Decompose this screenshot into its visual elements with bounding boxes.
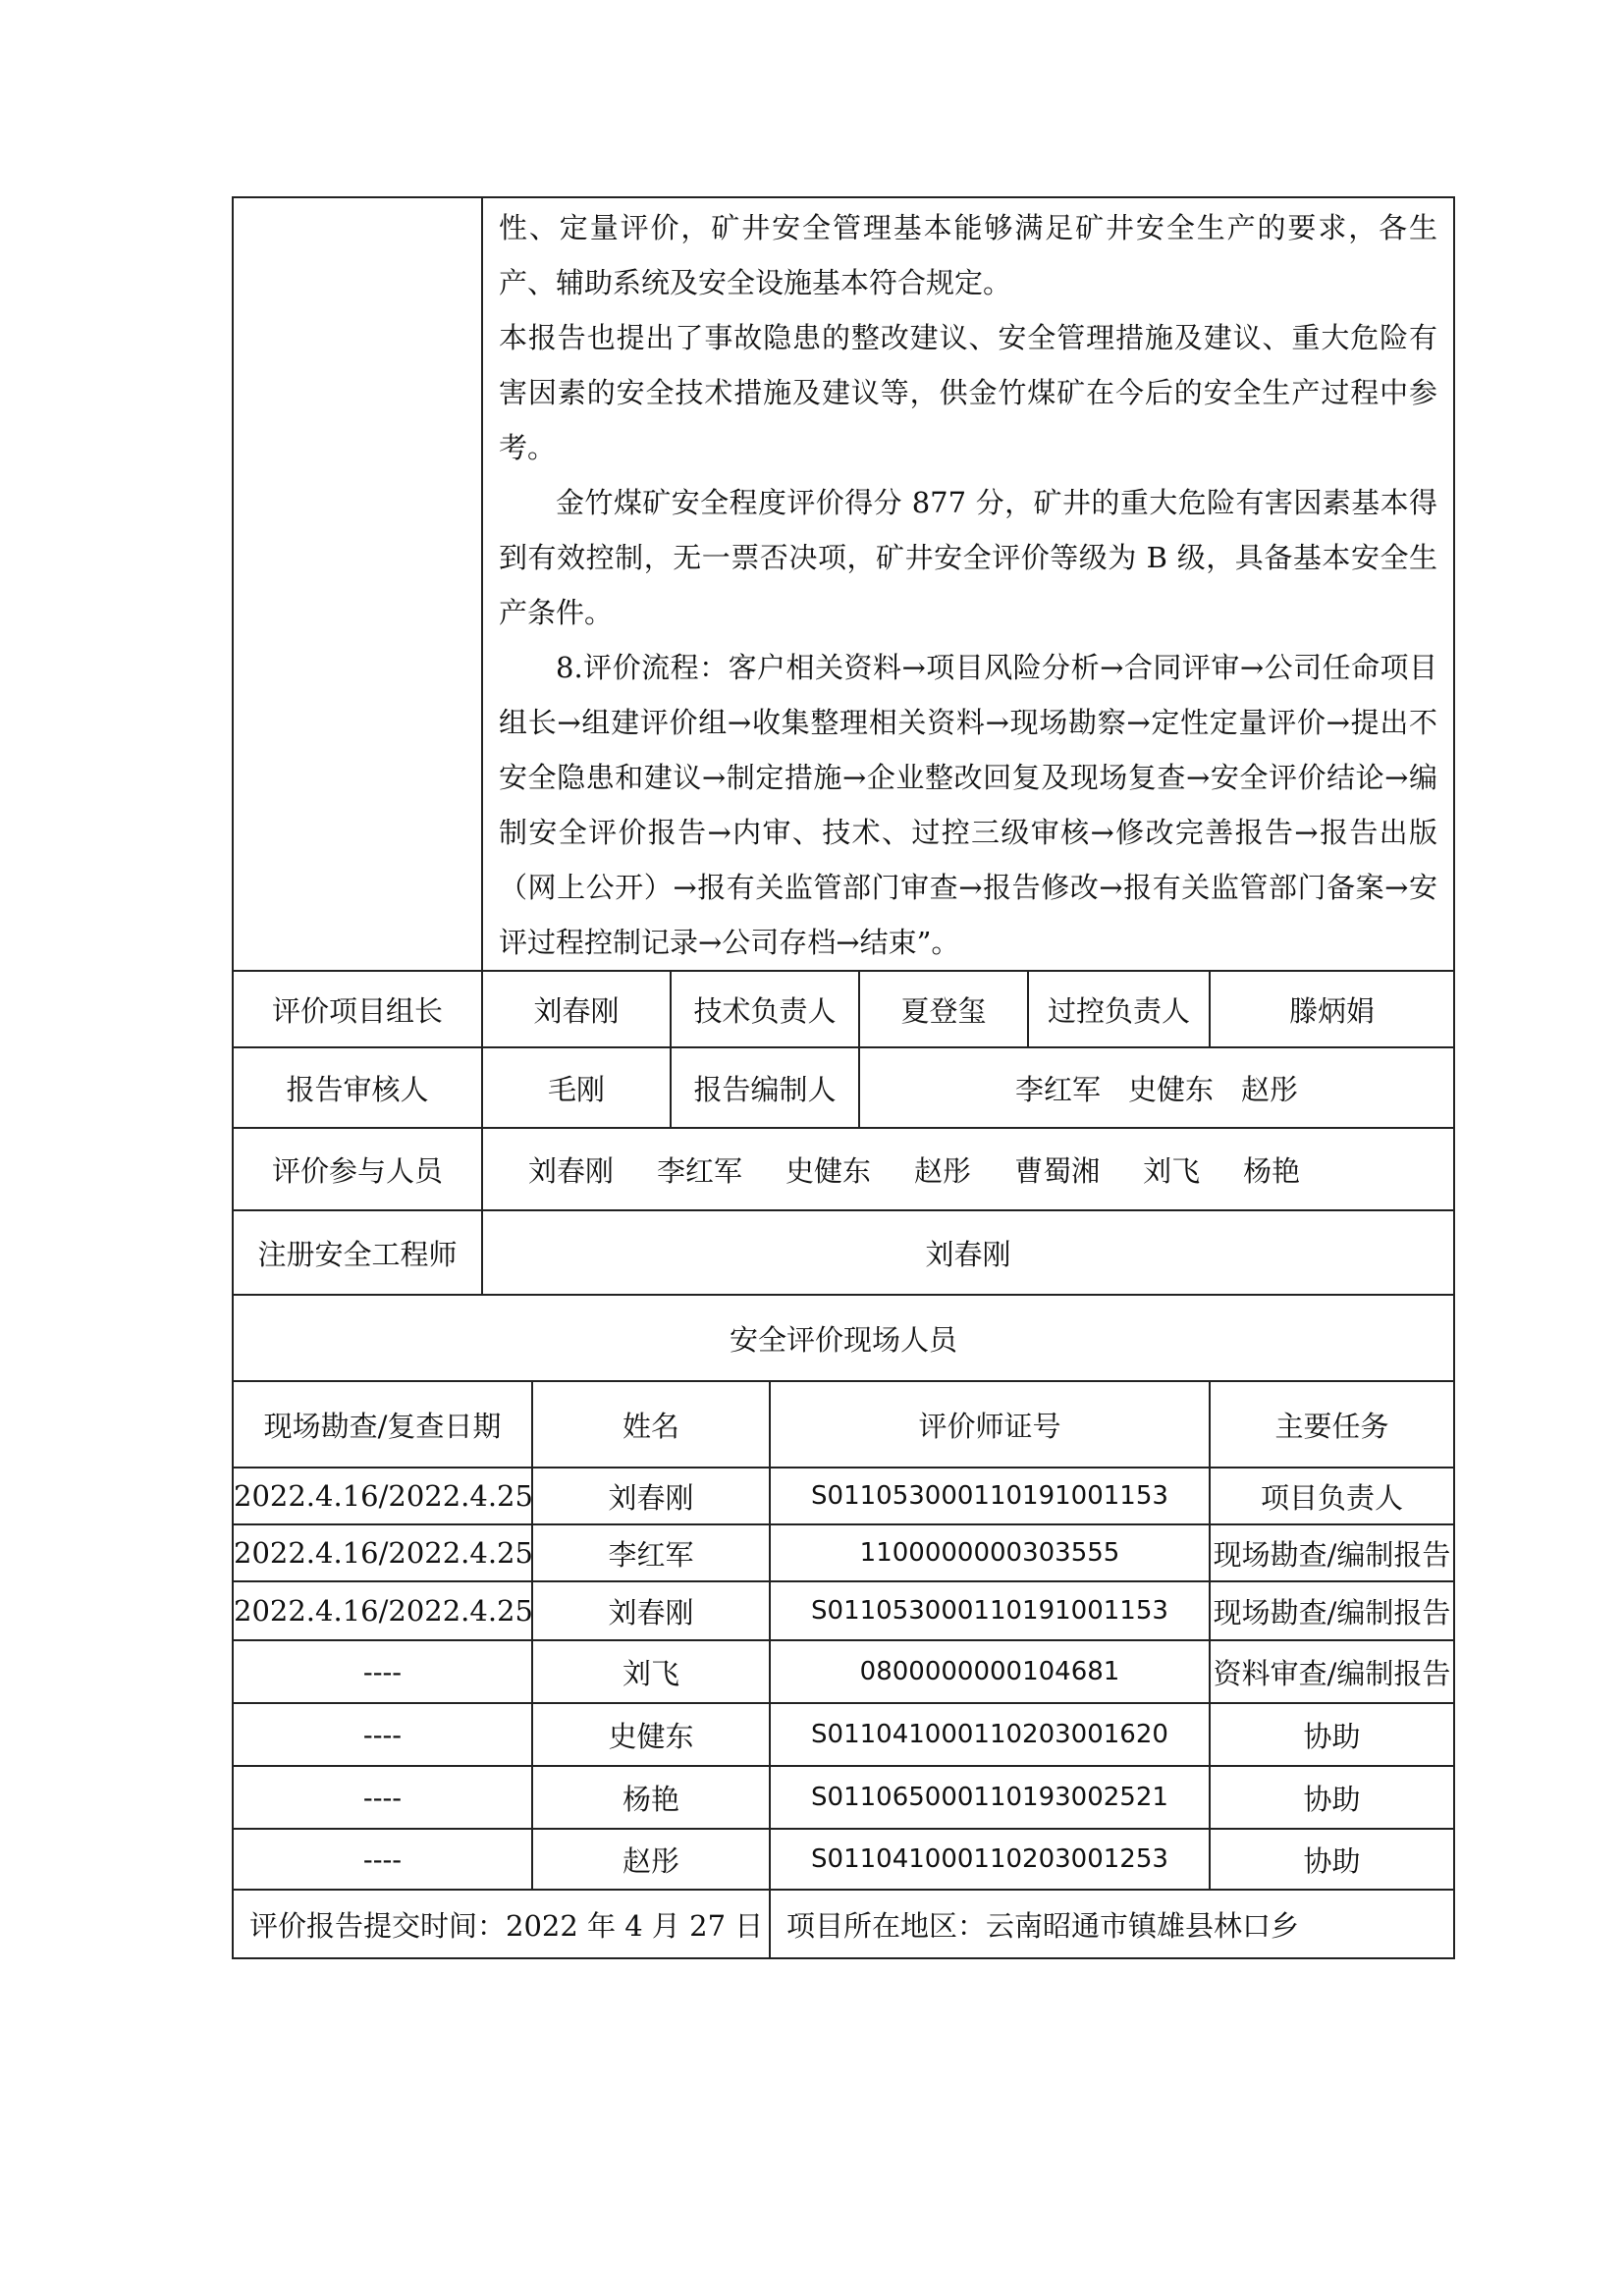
conclusion-paragraph-3: 金竹煤矿安全程度评价得分 877 分，矿井的重大危险有害因素基本得到有效控制，无一票否决项，矿井安全评价等级为 B 级，具备基本安全生产条件。 [499,486,1438,629]
editor-name: 赵彤 [1241,1072,1299,1106]
participant-name: 杨艳 [1243,1153,1301,1188]
reviewer-row [233,1047,1454,1128]
task-cell: 协助 [1210,1703,1454,1766]
cert-cell: 0800000000104681 [770,1640,1210,1703]
conclusion-paragraph-1: 性、定量评价，矿井安全管理基本能够满足矿井安全生产的要求，各生产、辅助系统及安全设施基本符合规定。 [499,211,1438,299]
name-cell: 李红军 [532,1524,770,1581]
task-cell: 资料审查/编制报告 [1210,1640,1454,1703]
name-cell: 杨艳 [532,1766,770,1829]
date-cell: ---- [233,1640,532,1703]
editor-label: 报告编制人 [671,1047,859,1128]
name-cell: 刘飞 [532,1640,770,1703]
task-cell: 现场勘查/编制报告 [1210,1524,1454,1581]
table-row [233,1468,1454,1524]
table-row [233,1640,1454,1703]
cert-cell: S011053000110191001153 [770,1468,1210,1524]
report-form [232,196,1453,1959]
participant-name: 曹蜀湘 [1014,1153,1101,1188]
name-cell: 刘春刚 [532,1581,770,1640]
table-row [233,1703,1454,1766]
footer-row [233,1890,1454,1958]
tech-value: 夏登玺 [859,971,1028,1047]
conclusion-label-cell [233,197,482,971]
submit-date: 评价报告提交时间：2022 年 4 月 27 日 [233,1890,770,1958]
cert-header: 评价师证号 [770,1381,1210,1468]
task-cell: 协助 [1210,1829,1454,1890]
table-row [233,1829,1454,1890]
name-cell: 刘春刚 [532,1468,770,1524]
date-header: 现场勘查/复查日期 [233,1381,532,1468]
participants-row [233,1128,1454,1210]
participant-name: 李红军 [657,1153,743,1188]
name-cell: 史健东 [532,1703,770,1766]
conclusion-paragraph-2: 本报告也提出了事故隐患的整改建议、安全管理措施及建议、重大危险有害因素的安全技术措施及建议等，供金竹煤矿在今后的安全生产过程中参考。 [499,321,1438,464]
date-cell: ---- [233,1829,532,1890]
engineer-value: 刘春刚 [482,1210,1454,1295]
participants-label: 评价参与人员 [233,1128,482,1210]
name-header: 姓名 [532,1381,770,1468]
leader-label: 评价项目组长 [233,971,482,1047]
task-cell: 项目负责人 [1210,1468,1454,1524]
project-location: 项目所在地区：云南昭通市镇雄县林口乡 [770,1890,1454,1958]
onsite-title: 安全评价现场人员 [233,1295,1454,1381]
participant-name: 赵彤 [914,1153,972,1188]
control-label: 过控负责人 [1028,971,1210,1047]
participant-name: 史健东 [785,1153,872,1188]
date-cell: 2022.4.16/2022.4.25 [233,1524,532,1581]
editor-name: 史健东 [1128,1072,1215,1106]
leader-row [233,971,1454,1047]
task-cell: 现场勘查/编制报告 [1210,1581,1454,1640]
task-cell: 协助 [1210,1766,1454,1829]
evaluation-process-paragraph: 8.评价流程：客户相关资料→项目风险分析→合同评审→公司任命项目组长→组建评价组→收集整理相关资料→现场勘察→定性定量评价→提出不安全隐患和建议→制定措施→企业整改回复及现场复查→安全评价结论→编制安全评价报告→内审、技术、过控三级审核→修改完善报告→报告出版（网上公开）→报有关监管部门审查→报告修改→报有关监管部门备案→安评过程控制记录→公司存档→结束”。 [499,651,1438,959]
cert-cell: S011041000110203001253 [770,1829,1210,1890]
engineer-label: 注册安全工程师 [233,1210,482,1295]
date-cell: 2022.4.16/2022.4.25 [233,1468,532,1524]
table-row [233,1766,1454,1829]
date-cell: ---- [233,1703,532,1766]
conclusion-row [233,197,1454,971]
cert-cell: S011065000110193002521 [770,1766,1210,1829]
date-cell: ---- [233,1766,532,1829]
reviewer-label: 报告审核人 [233,1047,482,1128]
conclusion-cell [482,197,1454,971]
table-row [233,1524,1454,1581]
editor-values [859,1047,1454,1128]
control-value: 滕炳娟 [1210,971,1454,1047]
leader-value: 刘春刚 [482,971,671,1047]
date-cell: 2022.4.16/2022.4.25 [233,1581,532,1640]
engineer-row [233,1210,1454,1295]
report-table [232,196,1455,1959]
editor-name: 李红军 [1015,1072,1102,1106]
participant-name: 刘飞 [1143,1153,1201,1188]
task-header: 主要任务 [1210,1381,1454,1468]
participants-values [482,1128,1454,1210]
cert-cell: S011041000110203001620 [770,1703,1210,1766]
onsite-header-row [233,1381,1454,1468]
participant-name: 刘春刚 [528,1153,615,1188]
name-cell: 赵彤 [532,1829,770,1890]
tech-label: 技术负责人 [671,971,859,1047]
reviewer-value: 毛刚 [482,1047,671,1128]
onsite-title-row [233,1295,1454,1381]
table-row [233,1581,1454,1640]
cert-cell: 1100000000303555 [770,1524,1210,1581]
cert-cell: S011053000110191001153 [770,1581,1210,1640]
